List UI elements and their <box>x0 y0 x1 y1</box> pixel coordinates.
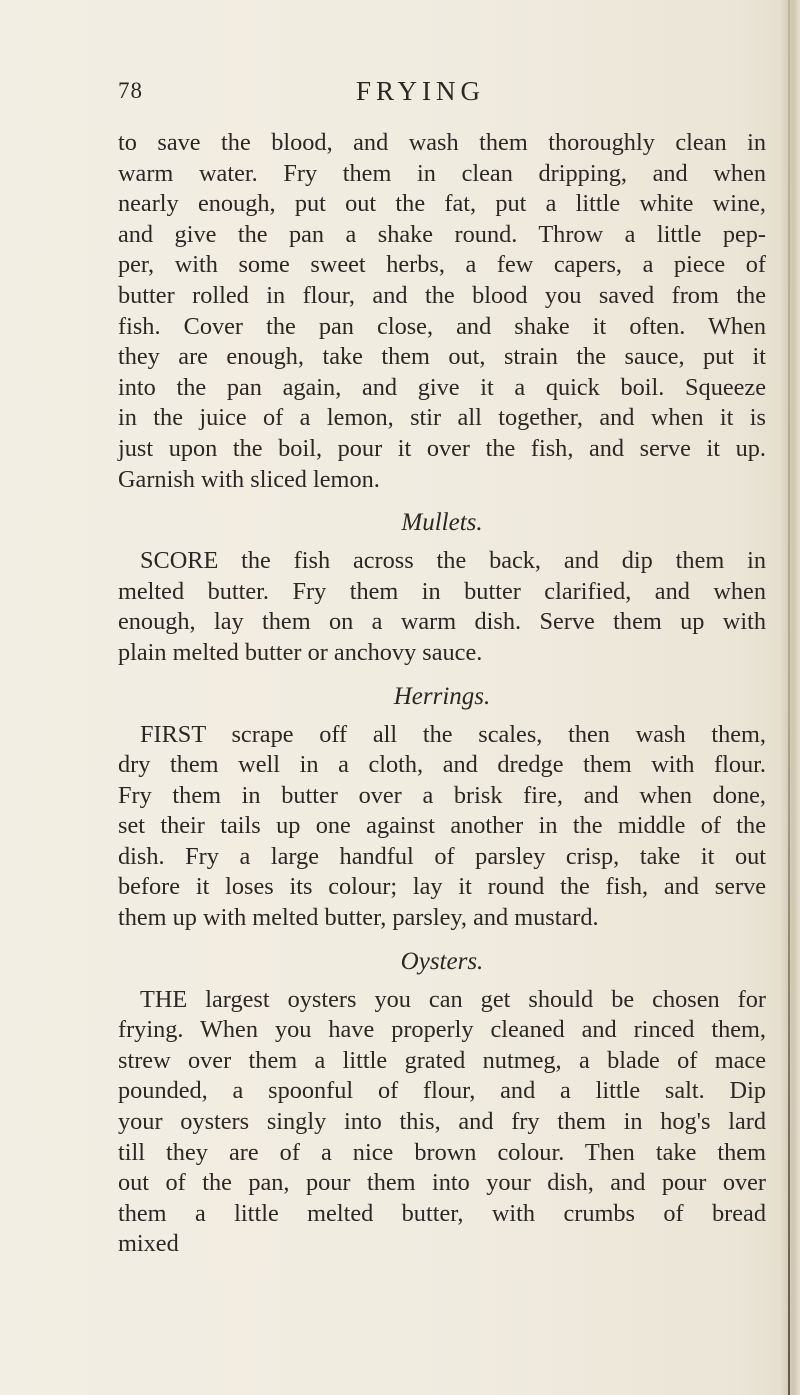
text-line: Fry them in butter over a brisk fire, and when done, <box>118 781 766 809</box>
page-number: 78 <box>118 78 143 103</box>
text-line: enough, lay them on a warm dish. Serve them up with <box>118 608 766 636</box>
text-line: till they are of a nice brown colour. Then take them <box>118 1138 766 1166</box>
text-line: butter rolled in flour, and the blood you saved from the <box>118 281 766 309</box>
section-heading-herrings: Herrings. <box>393 682 491 710</box>
text-line: Garnish with sliced lemon. <box>118 465 380 493</box>
text-line: strew over them a little grated nutmeg, a blade of mace <box>118 1046 766 1074</box>
text-line: into the pan again, and give it a quick boil. Squeeze <box>118 373 766 401</box>
section-heading-mullets: Mullets. <box>401 509 483 537</box>
text-line: nearly enough, put out the fat, put a little white wine, <box>118 190 766 218</box>
running-header <box>118 78 758 112</box>
text-line: dish. Fry a large handful of parsley crisp, take it out <box>118 842 766 870</box>
text-line: per, with some sweet herbs, a few capers, a piece of <box>118 251 766 279</box>
page-edge-line <box>788 0 790 1395</box>
text-line: warm water. Fry them in clean dripping, and when <box>118 159 766 187</box>
section-herrings <box>118 720 766 934</box>
text-line: before it loses its colour; lay it round the fish, and serve <box>118 873 766 901</box>
text-line: SCORE the fish across the back, and dip them in <box>140 547 766 575</box>
section-mullets <box>118 546 766 668</box>
text-line: set their tails up one against another in the middle of the <box>118 812 766 840</box>
text-line: them up with melted butter, parsley, and mustard. <box>118 904 599 932</box>
text-line: mixed <box>118 1230 179 1258</box>
text-line: out of the pan, pour them into your dish, and pour over <box>118 1169 766 1197</box>
text-line: frying. When you have properly cleaned and rinced them, <box>118 1016 766 1044</box>
text-line: them a little melted butter, with crumbs of bread <box>118 1199 766 1227</box>
text-line: plain melted butter or anchovy sauce. <box>118 638 483 666</box>
text-line: melted butter. Fry them in butter clarified, and when <box>118 577 766 605</box>
text-line: dry them well in a cloth, and dredge them with flour. <box>118 751 766 779</box>
text-line: pounded, a spoonful of flour, and a little salt. Dip <box>118 1077 766 1105</box>
text-line: and give the pan a shake round. Throw a little pep- <box>118 220 766 248</box>
text-line: FIRST scrape off all the scales, then wash them, <box>140 720 766 748</box>
text-line: your oysters singly into this, and fry them in hog's lard <box>118 1108 766 1136</box>
running-title: FRYING <box>356 76 486 106</box>
text-line: they are enough, take them out, strain the sauce, put it <box>118 343 766 371</box>
section-oysters <box>118 985 766 1260</box>
text-line: THE largest oysters you can get should be chosen for <box>140 985 766 1013</box>
section-heading-oysters: Oysters. <box>400 947 484 975</box>
text-line: to save the blood, and wash them thoroughly clean in <box>118 129 766 156</box>
paragraph-continued <box>118 128 766 495</box>
text-line: in the juice of a lemon, stir all together, and when it is <box>118 404 766 432</box>
page-body <box>118 128 766 1260</box>
text-line: fish. Cover the pan close, and shake it often. When <box>118 312 766 340</box>
text-line: just upon the boil, pour it over the fish, and serve it up. <box>118 434 766 462</box>
